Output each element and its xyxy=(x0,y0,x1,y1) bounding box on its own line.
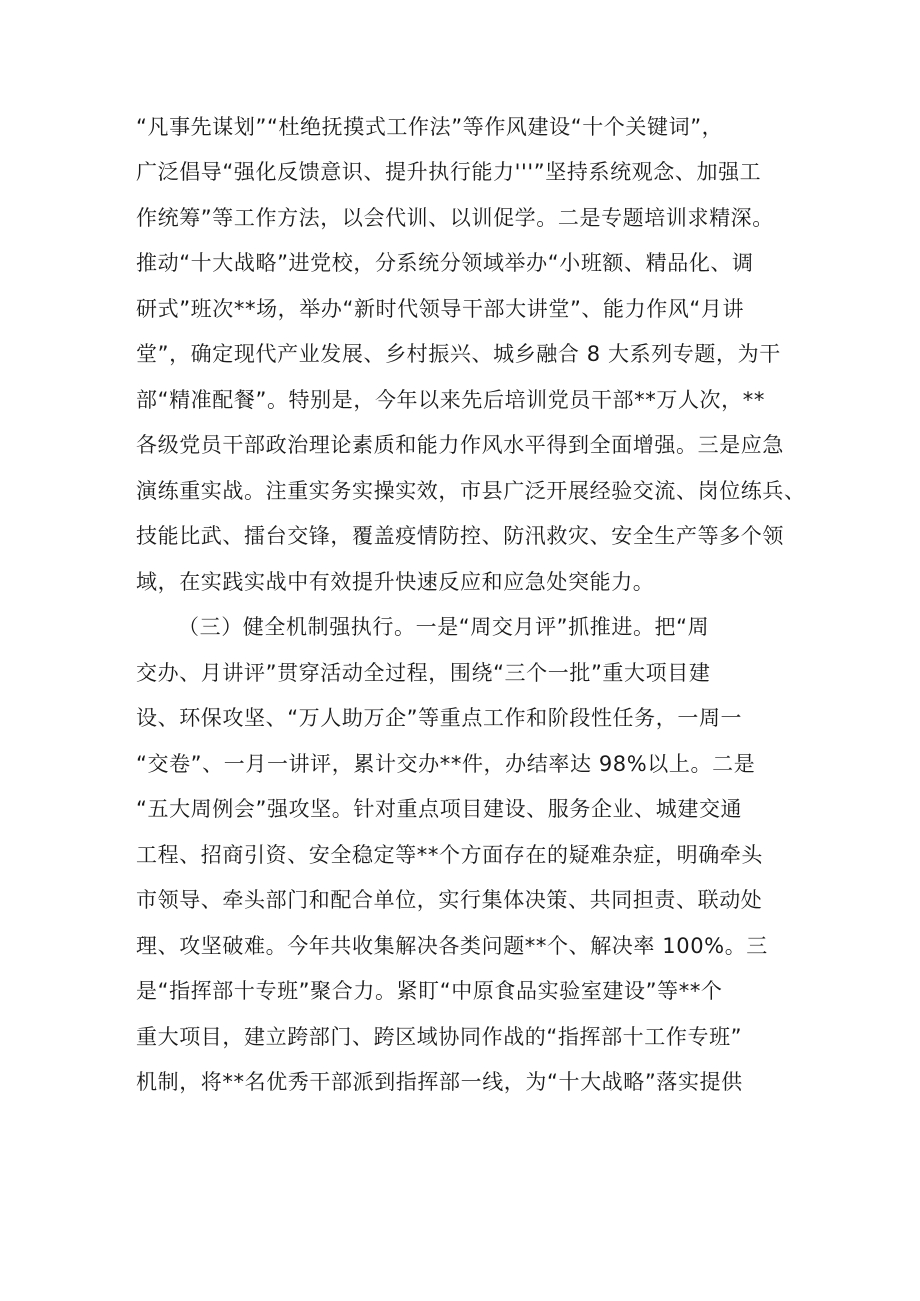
section-heading-line: （三）健全机制强执行。一是“周交月评”抓推进。把“周 xyxy=(178,615,710,639)
paragraph-line: “交卷”、一月一讲评，累计交办**件，办结率达 98%以上。二是 xyxy=(136,752,756,776)
paragraph-line: 是“指挥部十专班”聚合力。紧盯“中原食品实验室建设”等**个 xyxy=(136,979,723,1003)
paragraph-line: 各级党员干部政治理论素质和能力作风水平得到全面增强。三是应急 xyxy=(136,433,784,457)
paragraph-line: 域，在实践实战中有效提升快速反应和应急处突能力。 xyxy=(136,570,655,594)
paragraph-line: 演练重实战。注重实务实操实效，市县广泛开展经验交流、岗位练兵、 xyxy=(136,479,806,503)
paragraph-line: 市领导、牵头部门和配合单位，实行集体决策、共同担责、联动处 xyxy=(136,888,763,912)
paragraph-line: 交办、月讲评”贯穿活动全过程，围绕“三个一批”重大项目建 xyxy=(136,661,711,685)
paragraph-line: “凡事先谋划”“杜绝抚摸式工作法”等作风建设“十个关键词”， xyxy=(136,115,724,139)
paragraph-line: 理、攻坚破难。今年共收集解决各类问题**个、解决率 100%。三 xyxy=(136,934,768,958)
paragraph-line: 设、环保攻坚、“万人助万企”等重点工作和阶段性任务，一周一 xyxy=(136,706,743,730)
paragraph-line: 技能比武、擂台交锋，覆盖疫情防控、防汛救灾、安全生产等多个领 xyxy=(136,524,784,548)
paragraph-line: 作统筹”等工作方法，以会代训、以训促学。二是专题培训求精深。 xyxy=(136,206,774,230)
paragraph-line: “五大周例会”强攻坚。针对重点项目建设、服务企业、城建交通 xyxy=(136,797,743,821)
paragraph-line: 工程、招商引资、安全稳定等**个方面存在的疑难杂症，明确牵头 xyxy=(136,843,763,867)
paragraph-line: 部“精准配餐”。特别是，今年以来先后培训党员干部**万人次，** xyxy=(136,388,765,412)
paragraph-line: 广泛倡导“强化反馈意识、提升执行能力'''”坚持系统观念、加强工 xyxy=(136,160,762,184)
paragraph-line: 推动“十大战略”进党校，分系统分领域举办“小班额、精品化、调 xyxy=(136,251,754,275)
paragraph-line: 重大项目，建立跨部门、跨区域协同作战的“指挥部十工作专班” xyxy=(136,1025,743,1049)
paragraph-line: 机制，将**名优秀干部派到指挥部一线，为“十大战略”落实提供 xyxy=(136,1070,743,1094)
paragraph-line: 堂”，确定现代产业发展、乡村振兴、城乡融合 8 大系列专题，为干 xyxy=(136,342,781,366)
paragraph-line: 研式”班次**场，举办“新时代领导干部大讲堂”、能力作风“月讲 xyxy=(136,297,745,321)
